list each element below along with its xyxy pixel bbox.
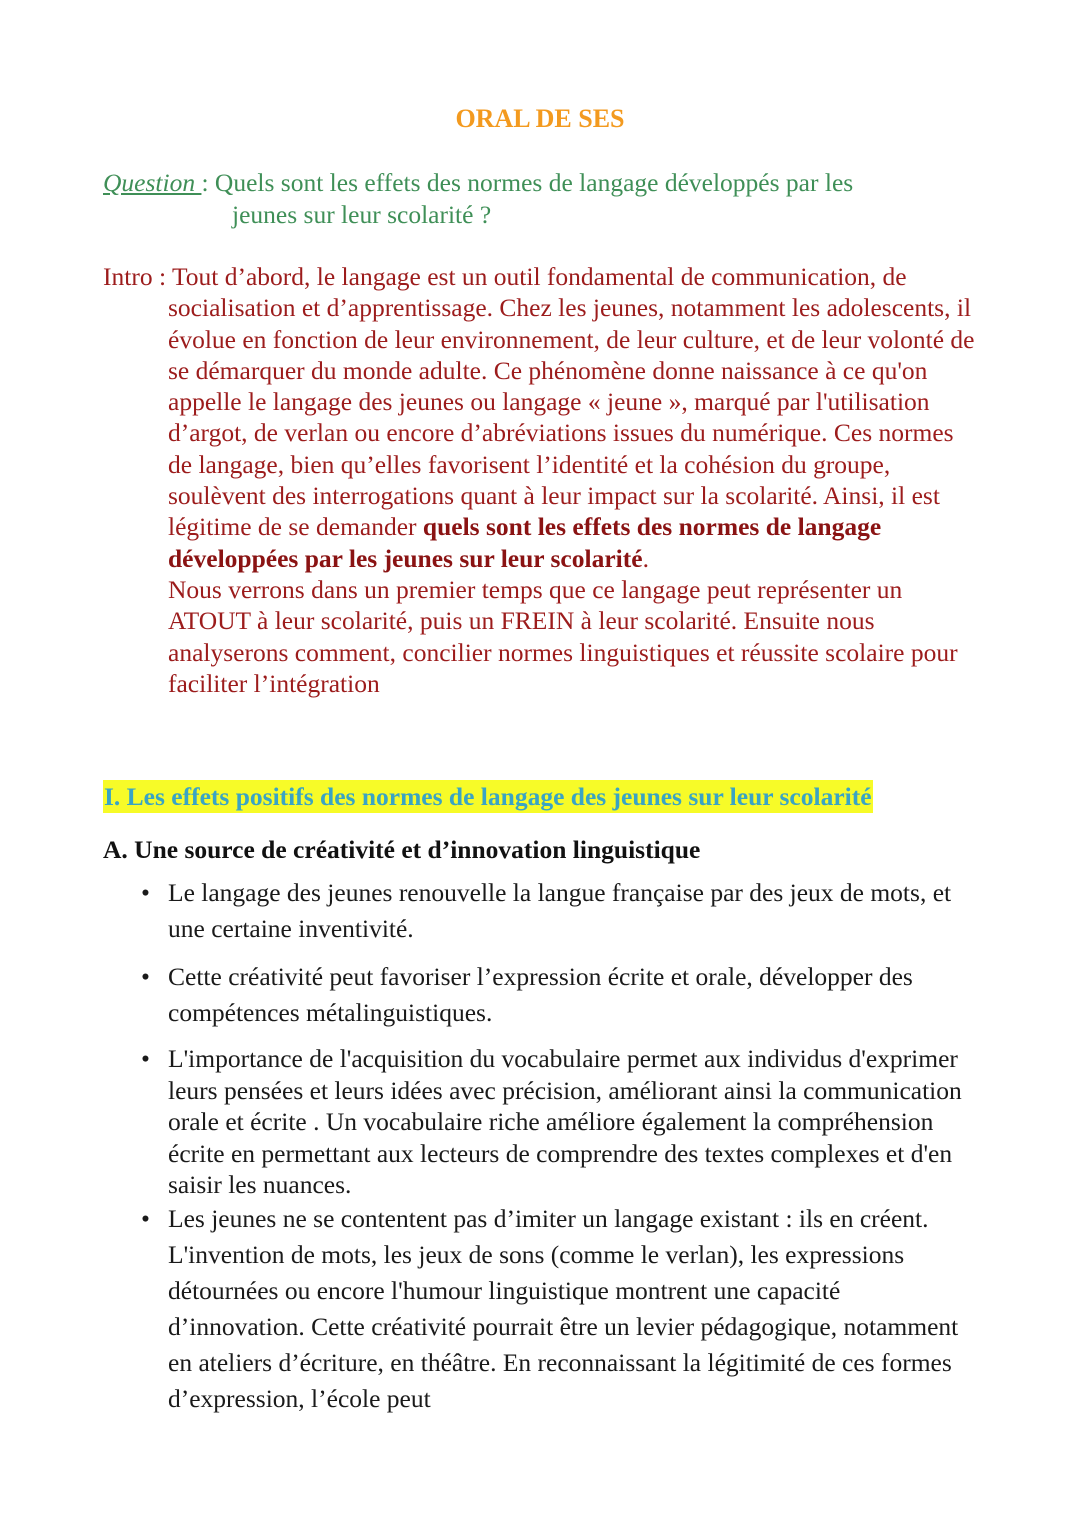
intro-problematic-end: . xyxy=(642,543,649,573)
bullet-icon: • xyxy=(141,1203,150,1233)
intro-plan: Nous verrons dans un premier temps que ce langage peut représenter un ATOUT à leur scolarité, puis un FREIN à leur scolarité. Ensuite nous analyserons comment, concilier normes linguistiques et réussite scolaire pour faciliter l’intégration xyxy=(168,574,958,698)
bullet-icon: • xyxy=(141,878,150,907)
list-item-text: L'importance de l'acquisition du vocabulaire permet aux individus d'exprimer leurs pensées et leurs idées avec précision, améliorant ainsi la communication orale et écrite . Un vocabulaire riche améliore également la compréhension écrite en permettant aux lecteurs de comprendre des textes complexes et d'en saisir les nuances. xyxy=(168,1044,962,1199)
question-separator: : xyxy=(201,168,215,197)
intro-text: socialisation et d’apprentissage. Chez les jeunes, notamment les adolescents, il évolue en fonction de leur environnement, de leur culture, et de leur volonté de se démarquer du monde adulte. Ce phénomène donne naissance à ce qu'on appelle le langage des jeunes ou langage « jeune », marqué par l'utilisation d’argot, de verlan ou encore d’abréviations issues du numérique. Ces normes de langage, bien qu’elles favorisent l’identité et la cohésion du groupe, soulèvent des interrogations quant à leur impact sur la scolarité. Ainsi, il est légitime de se demander xyxy=(168,293,975,542)
bullet-list xyxy=(103,875,983,1417)
intro-problematic: quels sont les effets des normes de langage développées par les jeunes sur leur scolarité xyxy=(168,512,882,573)
list-item xyxy=(103,1043,983,1201)
question-label: Question xyxy=(103,168,202,197)
question-block xyxy=(103,167,973,230)
list-item-text: Cette créativité peut favoriser l’expression écrite et orale, développer des compétences métalinguistiques. xyxy=(168,962,913,1027)
list-item xyxy=(103,959,983,1031)
question-line-1: Quels sont les effets des normes de langage développés par les xyxy=(214,168,854,197)
intro-label: Intro : xyxy=(103,262,172,291)
intro-paragraph xyxy=(103,292,983,574)
bullet-icon: • xyxy=(141,1044,150,1073)
document-title: ORAL DE SES xyxy=(455,104,625,133)
list-item xyxy=(103,875,983,947)
intro-block xyxy=(103,261,983,699)
list-item xyxy=(103,1201,983,1417)
question-line-2: jeunes sur leur scolarité ? xyxy=(232,199,492,229)
intro-line-1: Tout d’abord, le langage est un outil fondamental de communication, de xyxy=(171,262,907,291)
subsection-heading: A. Une source de créativité et d’innovation linguistique xyxy=(103,835,701,864)
bullet-icon: • xyxy=(141,962,150,991)
list-item-text: Le langage des jeunes renouvelle la langue française par des jeux de mots, et une certaine inventivité. xyxy=(168,878,952,943)
section-heading: I. Les effets positifs des normes de langage des jeunes sur leur scolarité xyxy=(104,782,872,811)
list-item-text: Les jeunes ne se contentent pas d’imiter un langage existant : ils en créent. L'invention de mots, les jeux de sons (comme le verlan), les expressions détournées ou encore l'humour linguistique montrent une capacité d’innovation. Cette créativité pourrait être un levier pédagogique, notamment en ateliers d’écriture, en théâtre. En reconnaissant la légitimité de ces formes d’expression, l’école peut xyxy=(168,1203,959,1413)
